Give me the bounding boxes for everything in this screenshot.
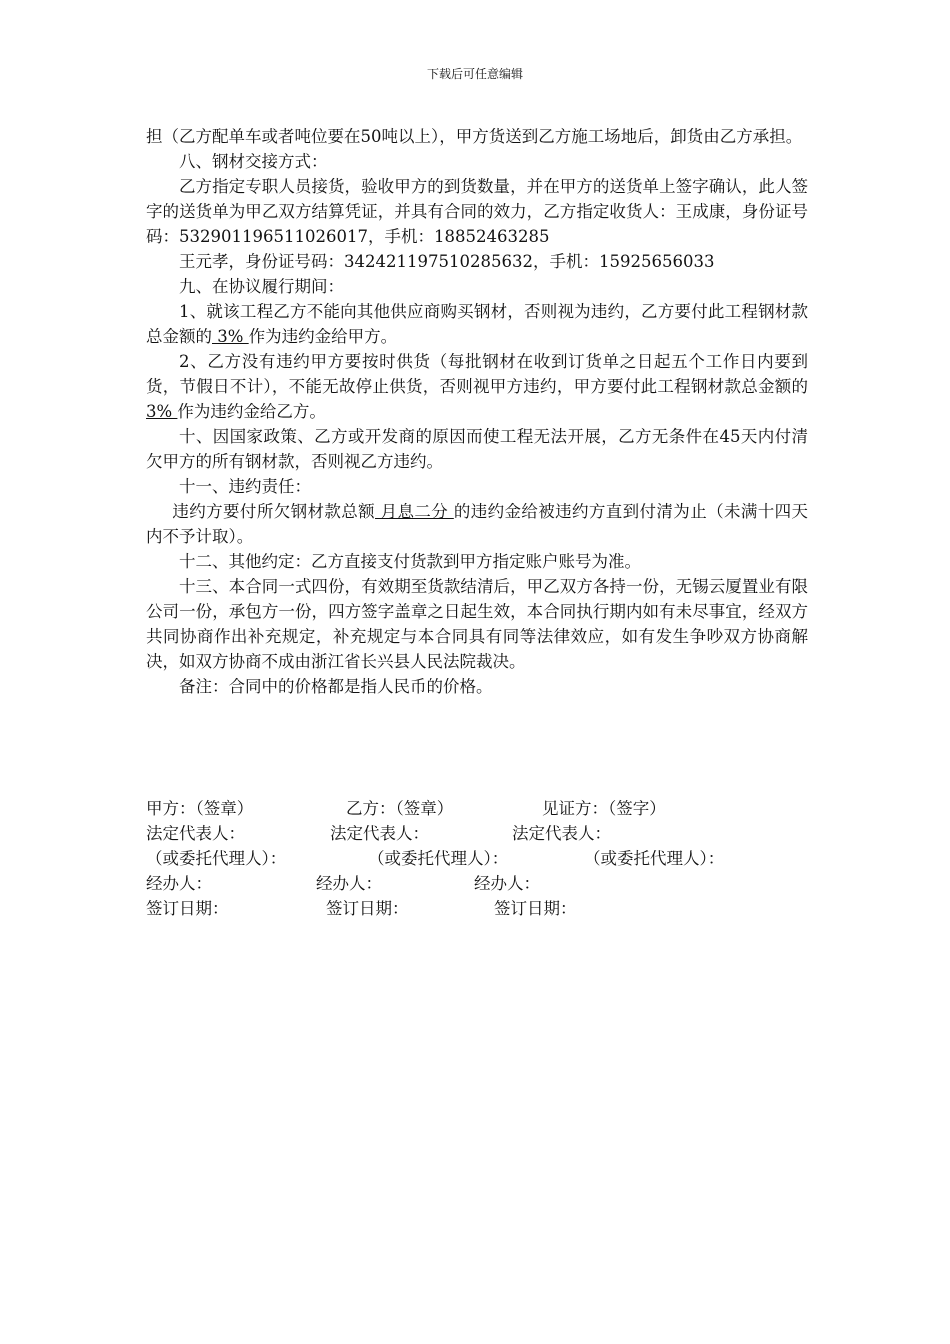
party-a-seal-label: 甲方：（签章）	[146, 799, 254, 818]
paragraph-second-receiver: 王元孝，身份证号码：342421197510285632，手机：15925656033	[179, 252, 715, 271]
paragraph-section-ten: 十、因国家政策、乙方或开发商的原因而使工程无法开展，乙方无条件在45天内付清欠甲方的所有钢材款，否则视乙方违约。	[146, 427, 808, 471]
paragraph-clause-1	[146, 299, 808, 349]
page-header: 下载后可任意编辑	[426, 67, 523, 81]
party-a-legal-rep-label: 法定代表人：	[146, 824, 245, 843]
signature-row-agent	[146, 846, 808, 871]
paragraph-receiver-designation: 乙方指定专职人员接货，验收甲方的到货数量，并在甲方的送货单上签字确认，此人签字的送货单为甲乙双方结算凭证，并具有合同的效力，乙方指定收货人：王成康，身份证号码：532901196511026017，手机：18852463285	[146, 177, 808, 246]
paragraph-delivery-cost: 担（乙方配单车或者吨位要在50吨以上），甲方货送到乙方施工场地后，卸货由乙方承担。	[146, 127, 803, 146]
party-a-handler-label: 经办人：	[146, 874, 212, 893]
contract-body	[146, 124, 808, 699]
witness-legal-rep-label: 法定代表人：	[512, 824, 611, 843]
signature-row-parties	[146, 796, 808, 821]
clause-2-penalty-rate: 3%	[146, 402, 178, 421]
paragraph-breach-penalty	[146, 499, 808, 549]
witness-date-label: 签订日期：	[494, 899, 577, 918]
party-b-date-label: 签订日期：	[326, 899, 409, 918]
witness-handler-label: 经办人：	[474, 874, 540, 893]
witness-sign-label: 见证方：（签字）	[542, 799, 666, 818]
party-b-seal-label: 乙方：（签章）	[346, 799, 454, 818]
breach-text-a: 违约方要付所欠钢材款总额	[172, 502, 376, 521]
party-b-handler-label: 经办人：	[316, 874, 382, 893]
clause-2-text-a: 2、乙方没有违约甲方要按时供货（每批钢材在收到订货单之日起五个工作日内要到货，节假日不计），不能无故停止供货，否则视甲方违约，甲方要付此工程钢材款总金额的	[146, 352, 808, 396]
clause-1-text-b: 作为违约金给甲方。	[248, 327, 398, 346]
paragraph-clause-2	[146, 349, 808, 424]
breach-interest-rate: 月息二分	[375, 502, 454, 521]
clause-1-penalty-rate: 3%	[212, 327, 249, 346]
party-a-date-label: 签订日期：	[146, 899, 229, 918]
signature-row-date	[146, 896, 808, 921]
section-heading-steel-handover: 八、钢材交接方式：	[179, 152, 328, 171]
signature-row-legal-rep	[146, 821, 808, 846]
witness-agent-label: （或委托代理人）：	[584, 849, 725, 868]
clause-1-text-a: 1、就该工程乙方不能向其他供应商购买钢材，否则视为违约，乙方要付此工程钢材款总金额的	[146, 302, 808, 346]
section-heading-breach-liability: 十一、违约责任：	[179, 477, 311, 496]
party-b-agent-label: （或委托代理人）：	[368, 849, 509, 868]
clause-2-text-b: 作为违约金给乙方。	[177, 402, 326, 421]
signature-block	[146, 796, 808, 921]
paragraph-section-thirteen: 十三、本合同一式四份，有效期至货款结清后，甲乙双方各持一份，无锡云厦置业有限公司一份，承包方一份，四方签字盖章之日起生效，本合同执行期内如有未尽事宜，经双方共同协商作出补充规定，补充规定与本合同具有同等法律效应，如有发生争吵双方协商解决，如双方协商不成由浙江省长兴县人民法院裁决。	[146, 577, 808, 671]
party-a-agent-label: （或委托代理人）：	[146, 849, 287, 868]
paragraph-remark: 备注：合同中的价格都是指人民币的价格。	[179, 677, 493, 696]
paragraph-section-twelve: 十二、其他约定：乙方直接支付货款到甲方指定账户账号为准。	[179, 552, 641, 571]
breach-text-b: 的违约金给被违约方直到付清为止（未满十四天内不予计取）。	[146, 502, 809, 546]
section-heading-performance-period: 九、在协议履行期间：	[179, 277, 344, 296]
party-b-legal-rep-label: 法定代表人：	[330, 824, 429, 843]
signature-row-handler	[146, 871, 808, 896]
